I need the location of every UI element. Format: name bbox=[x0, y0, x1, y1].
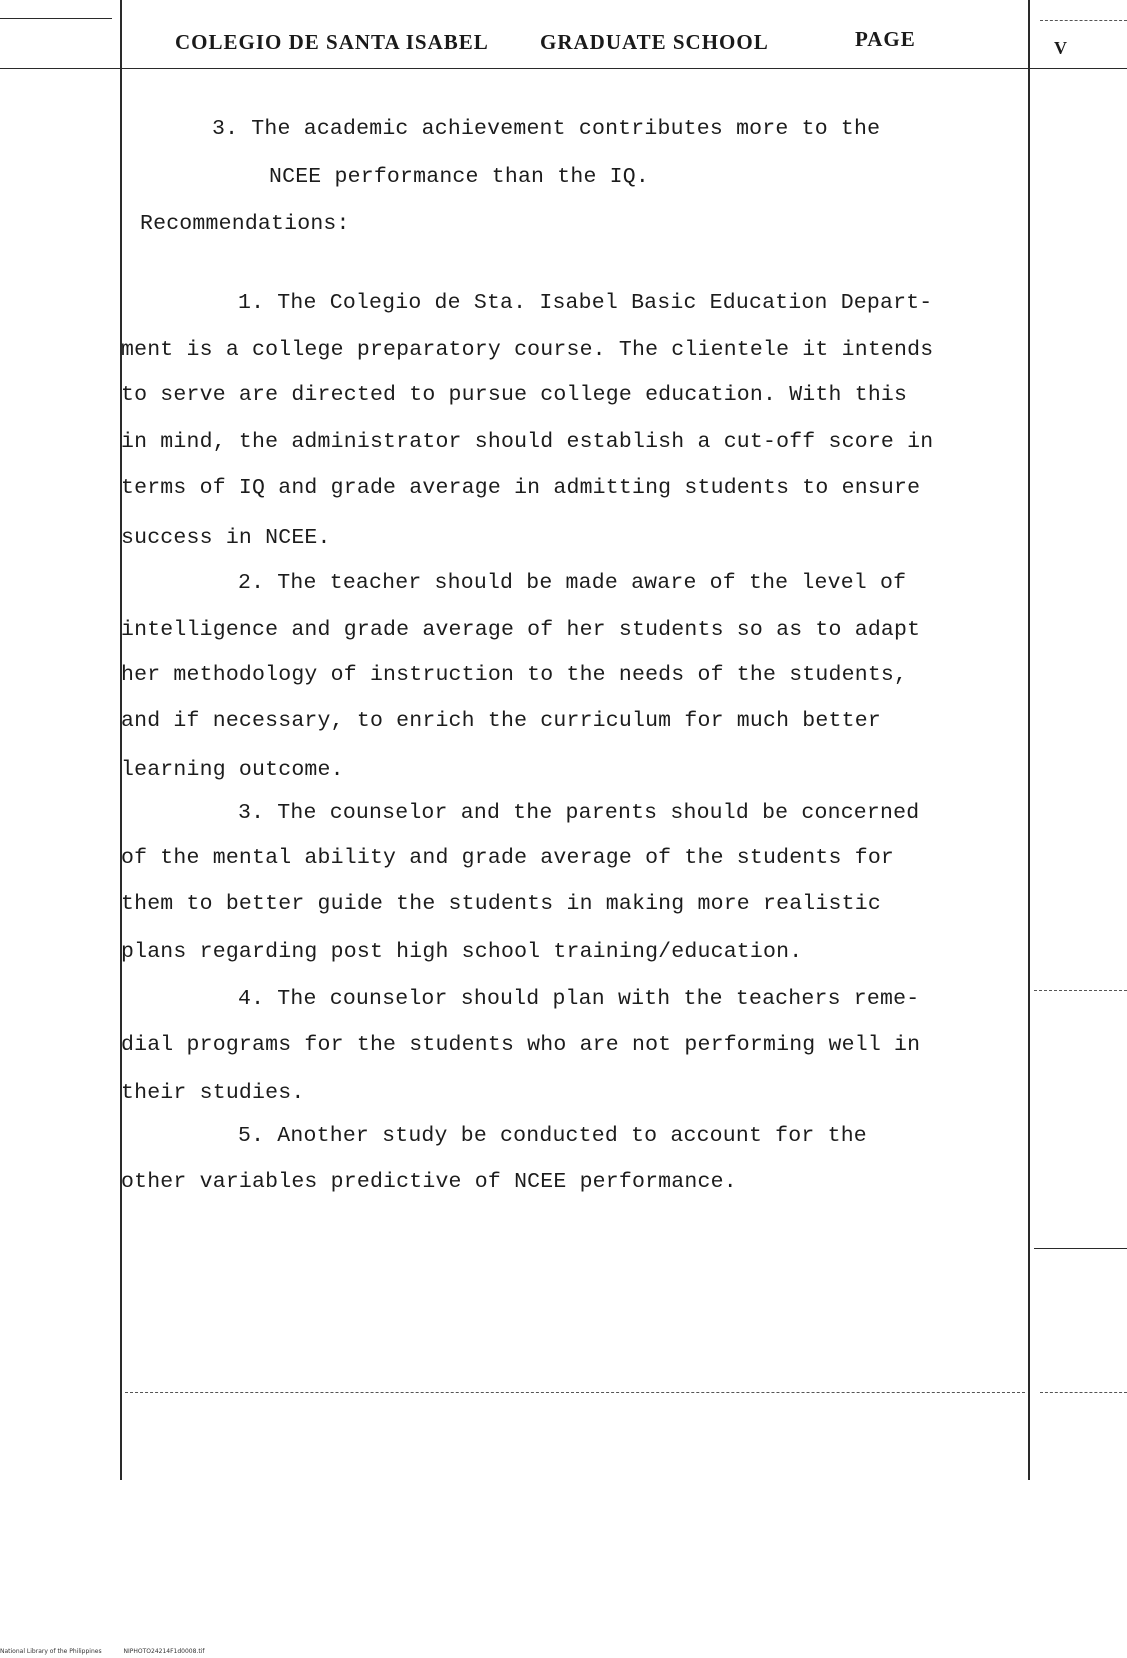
right-edge-tick bbox=[1034, 1248, 1127, 1249]
file-id: NIPHOTO24214F1d0008.tif bbox=[123, 1648, 205, 1655]
rec1-line-6: success in NCEE. bbox=[121, 526, 331, 550]
header-bottom-rule bbox=[0, 68, 1127, 69]
right-edge-dash bbox=[1034, 990, 1127, 991]
bottom-right-dash bbox=[1040, 1392, 1127, 1393]
rec3-line-1: 3. The counselor and the parents should be concerned bbox=[238, 801, 920, 825]
school-name: GRADUATE SCHOOL bbox=[540, 30, 769, 54]
rec1-line-1: 1. The Colegio de Sta. Isabel Basic Education Depart- bbox=[238, 291, 933, 315]
rec2-line-3: her methodology of instruction to the needs of the students, bbox=[121, 663, 908, 687]
left-margin-rule bbox=[120, 0, 122, 1480]
right-margin-rule bbox=[1028, 0, 1030, 1480]
rec4-line-1: 4. The counselor should plan with the teachers reme- bbox=[238, 987, 920, 1011]
rec1-line-5: terms of IQ and grade average in admitting students to ensure bbox=[121, 476, 921, 500]
rec5-line-2: other variables predictive of NCEE performance. bbox=[121, 1170, 737, 1194]
rec2-line-2: intelligence and grade average of her students so as to adapt bbox=[121, 618, 921, 642]
recommendations-heading: Recommendations: bbox=[140, 212, 350, 236]
header-right-dash bbox=[1040, 20, 1127, 21]
bottom-rule bbox=[125, 1392, 1025, 1393]
edge-glyph: V bbox=[1054, 38, 1067, 58]
rec2-line-4: and if necessary, to enrich the curriculum for much better bbox=[121, 709, 881, 733]
rec2-line-1: 2. The teacher should be made aware of the level of bbox=[238, 571, 907, 595]
library-credit: National Library of the Philippines bbox=[0, 1648, 102, 1655]
rec1-line-2: ment is a college preparatory course. The clientele it intends bbox=[121, 338, 934, 362]
page-label: PAGE bbox=[855, 27, 916, 51]
rec4-line-3: their studies. bbox=[121, 1081, 305, 1105]
rec3-line-3: them to better guide the students in making more realistic bbox=[121, 892, 881, 916]
conclusion-3-line-2: NCEE performance than the IQ. bbox=[269, 165, 649, 189]
rec2-line-5: learning outcome. bbox=[121, 758, 344, 782]
rec5-line-1: 5. Another study be conducted to account for the bbox=[238, 1124, 867, 1148]
scan-footer bbox=[0, 1648, 224, 1655]
rec4-line-2: dial programs for the students who are not performing well in bbox=[121, 1033, 921, 1057]
rec1-line-3: to serve are directed to pursue college education. With this bbox=[121, 383, 908, 407]
header-top-rule bbox=[0, 18, 112, 19]
rec3-line-4: plans regarding post high school training/education. bbox=[121, 940, 803, 964]
conclusion-3-line-1: 3. The academic achievement contributes more to the bbox=[212, 117, 881, 141]
rec3-line-2: of the mental ability and grade average of the students for bbox=[121, 846, 895, 870]
rec1-line-4: in mind, the administrator should establish a cut-off score in bbox=[121, 430, 934, 454]
institution-name: COLEGIO DE SANTA ISABEL bbox=[175, 30, 489, 54]
